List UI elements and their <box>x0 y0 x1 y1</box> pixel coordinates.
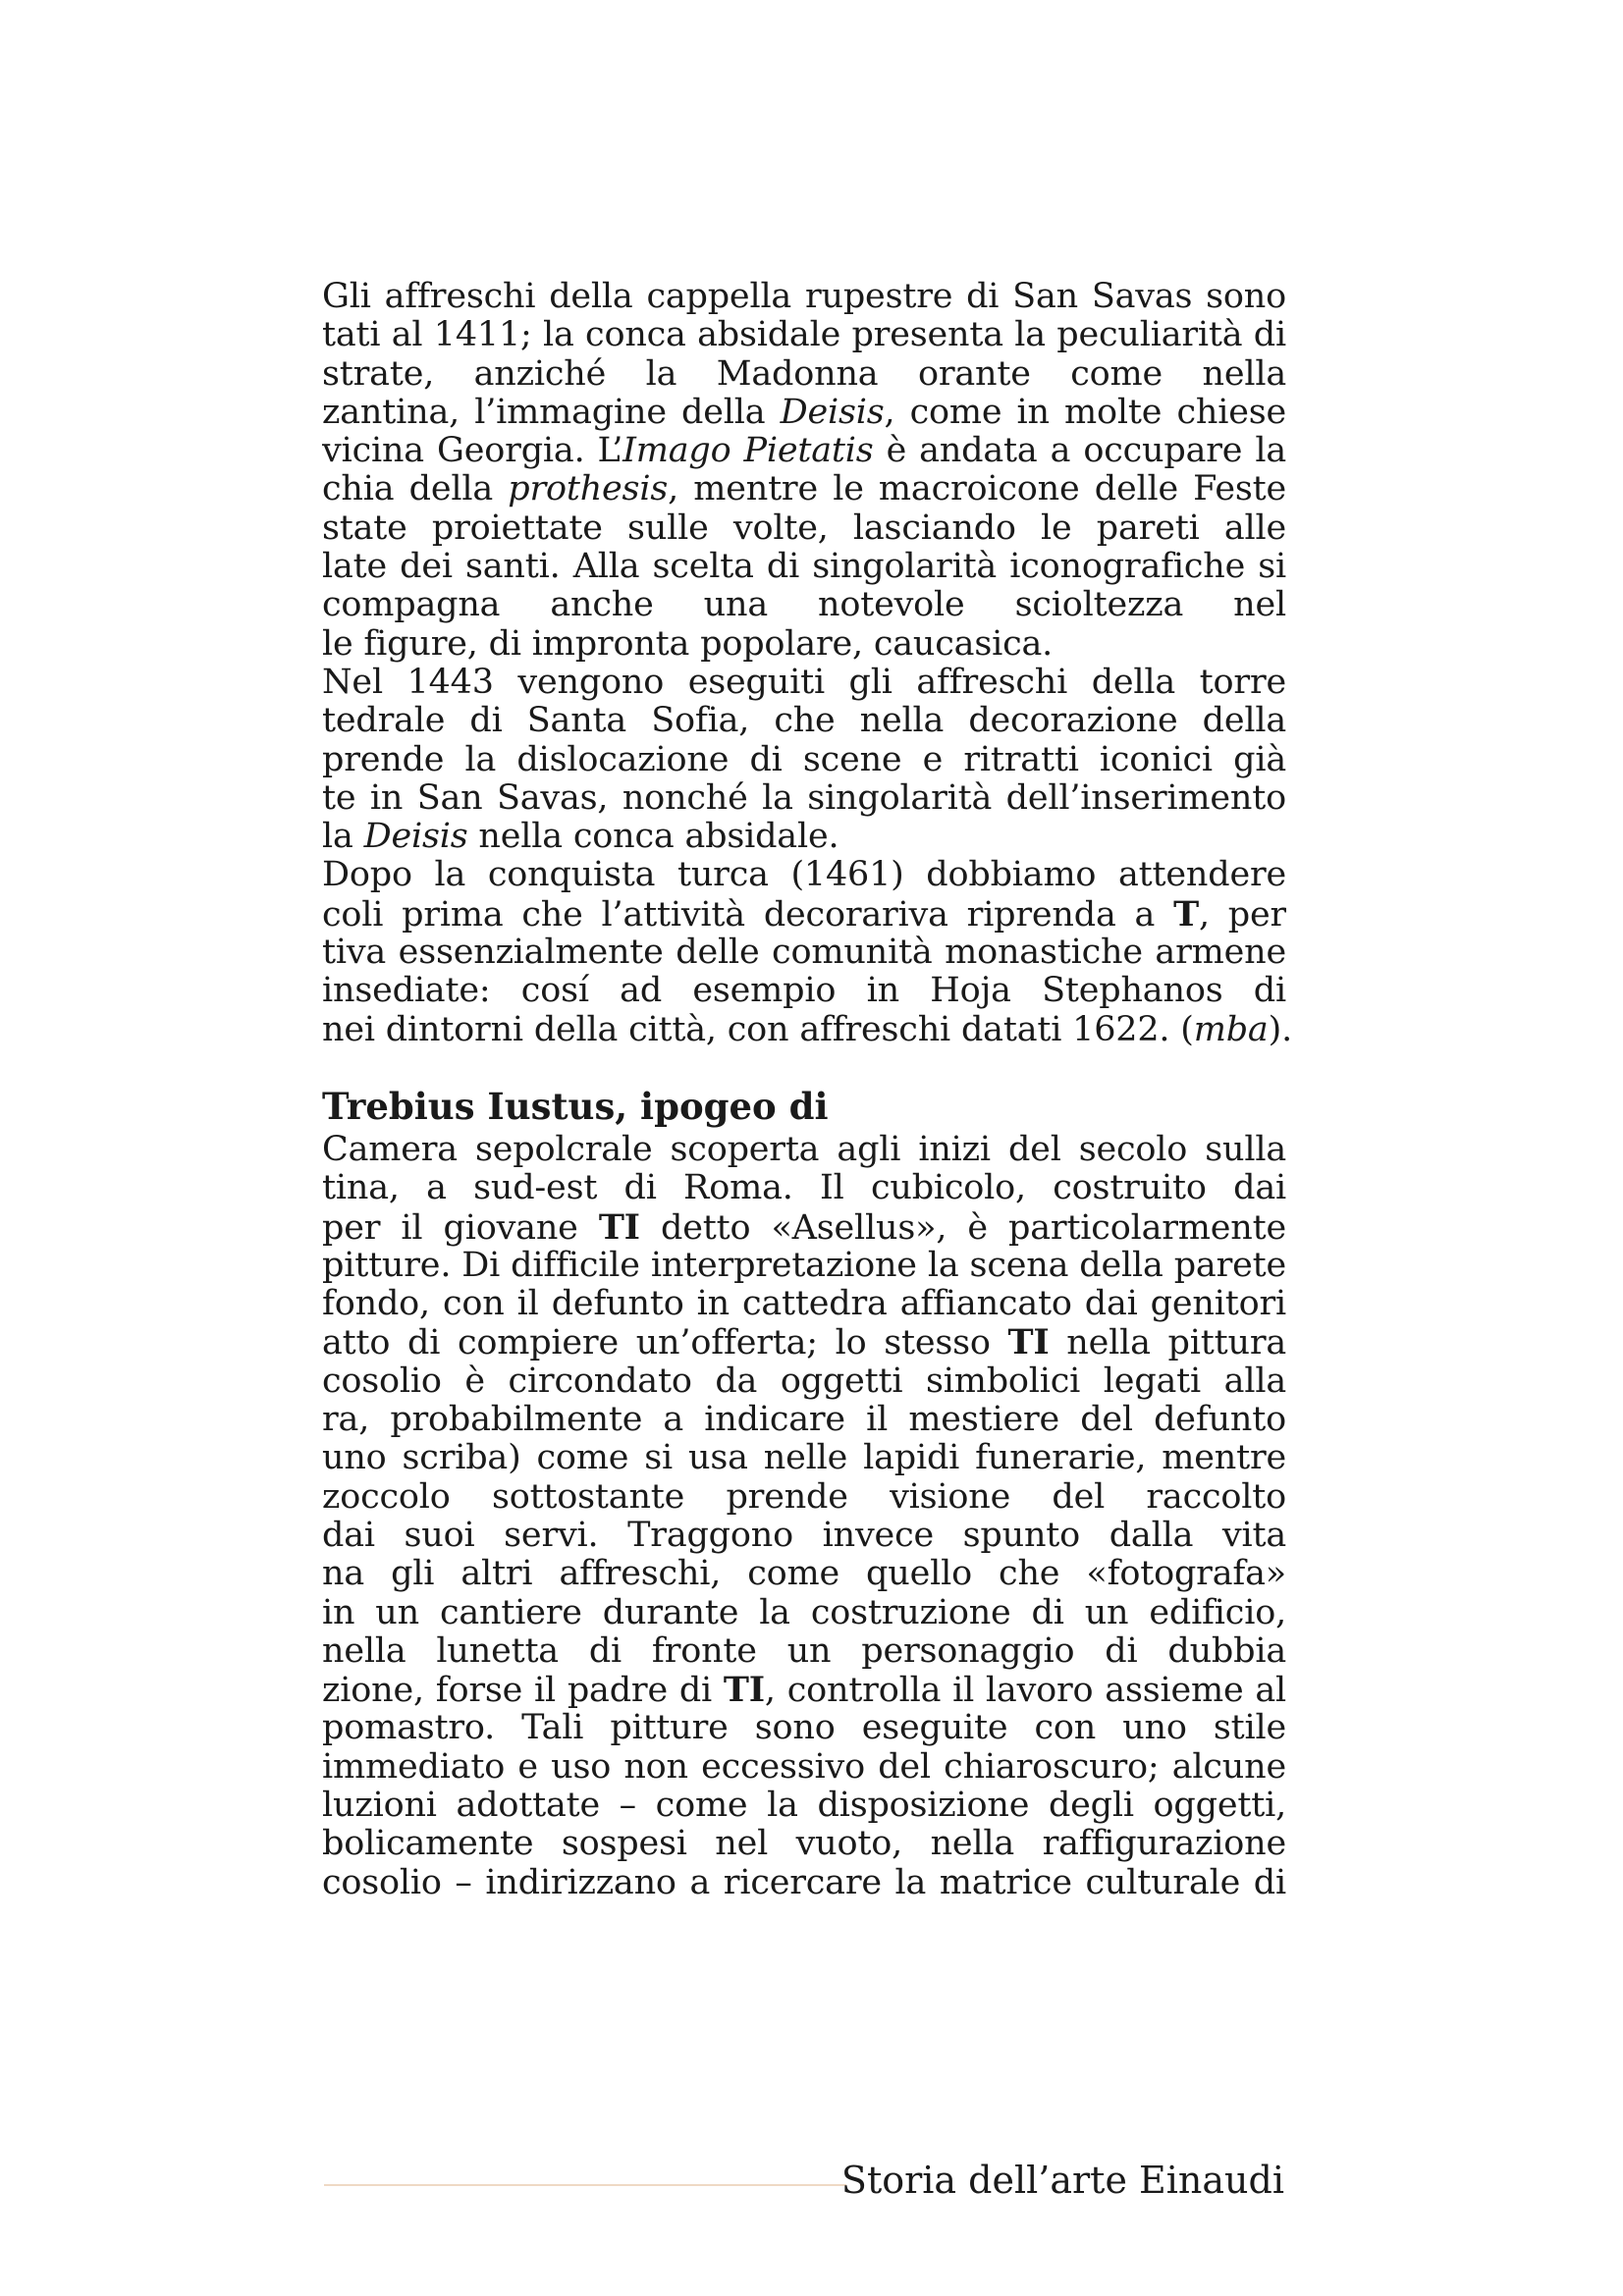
text-line: prende la dislocazione di scene e ritratti iconici già <box>322 740 1286 779</box>
text-line: insediate: cosí ad esempio in Hoja Stephanos di <box>322 972 1286 1011</box>
text-line: tati al 1411; la conca absidale presenta la peculiarità di <box>322 316 1286 355</box>
text-column <box>322 278 1292 1902</box>
text-line: cosolio è circondato da oggetti simbolici legati alla <box>322 1362 1286 1401</box>
text-line: coli prima che l’attività decorariva riprenda a T, per <box>322 894 1286 934</box>
text-line: pitture. Di difficile interpretazione la scena della parete <box>322 1246 1286 1285</box>
text-line: uno scriba) come si usa nelle lapidi funerarie, mentre <box>322 1439 1286 1478</box>
bold-abbrev: TI <box>723 1671 765 1710</box>
text-line: zione, forse il padre di TI, controlla il lavoro assieme al <box>322 1671 1286 1710</box>
paragraph <box>322 856 1292 1049</box>
entry-body <box>322 1131 1286 1902</box>
text-line: Camera sepolcrale scoperta agli inizi del secolo sulla <box>322 1130 1286 1169</box>
paragraph <box>322 664 1286 856</box>
text-line: chia della prothesis, mentre le macroicone delle Feste <box>322 470 1286 509</box>
italic-term: mba <box>1193 1009 1269 1049</box>
italic-term: Deisis <box>780 393 885 432</box>
text-line: na gli altri affreschi, come quello che «fotografa» <box>322 1555 1286 1594</box>
paragraph <box>322 278 1286 664</box>
entry-heading: Trebius Iustus, ipogeo di <box>322 1084 829 1128</box>
italic-term: prothesis <box>508 470 669 509</box>
text-line: luzioni adottate – come la disposizione degli oggetti, <box>322 1786 1286 1825</box>
text-line: Gli affreschi della cappella rupestre di San Savas sono <box>322 278 1286 316</box>
text-line: atto di compiere un’offerta; lo stesso TI nella pittura <box>322 1323 1286 1362</box>
text-line: tina, a sud-est di Roma. Il cubicolo, costruito dai <box>322 1169 1286 1208</box>
text-line: zoccolo sottostante prende visione del raccolto <box>322 1477 1286 1517</box>
text-line: ra, probabilmente a indicare il mestiere del defunto <box>322 1401 1286 1440</box>
text-line: late dei santi. Alla scelta di singolarità iconografiche si <box>322 548 1286 587</box>
text-line: zantina, l’immagine della Deisis, come in molte chiese <box>322 393 1286 432</box>
text-line: compagna anche una notevole scioltezza nel <box>322 586 1286 625</box>
text-line: strate, anziché la Madonna orante come nella <box>322 354 1286 394</box>
italic-term: Imago Pietatis <box>622 432 874 471</box>
footer-title: Storia dell’arte Einaudi <box>840 2159 1284 2202</box>
text-line: le figure, di impronta popolare, caucasica. <box>322 623 1054 664</box>
bold-abbrev: TI <box>598 1207 640 1247</box>
bold-abbrev: T <box>1173 894 1199 934</box>
text-line: tedrale di Santa Sofia, che nella decorazione della <box>322 702 1286 741</box>
footer-rule <box>324 2184 846 2186</box>
text-line: te in San Savas, nonché la singolarità dell’inserimento <box>322 778 1286 818</box>
text-line: Nel 1443 vengono eseguiti gli affreschi della torre <box>322 663 1286 702</box>
italic-term: Deisis <box>363 817 468 857</box>
text-line: nei dintorni della città, con affreschi datati 1622. (mba). <box>322 1009 1292 1049</box>
text-line: state proiettate sulle volte, lasciando le pareti alle <box>322 508 1286 548</box>
text-line: bolicamente sospesi nel vuoto, nella raffigurazione <box>322 1825 1286 1864</box>
text-line: fondo, con il defunto in cattedra affiancato dai genitori <box>322 1285 1286 1324</box>
bold-abbrev: TI <box>1007 1323 1050 1362</box>
text-line: nella lunetta di fronte un personaggio di dubbia <box>322 1631 1286 1671</box>
text-line: in un cantiere durante la costruzione di un edificio, <box>322 1593 1286 1632</box>
intro-paragraphs <box>322 278 1292 1049</box>
text-line: tiva essenzialmente delle comunità monastiche armene <box>322 934 1286 973</box>
text-line: Dopo la conquista turca (1461) dobbiamo attendere <box>322 856 1286 895</box>
text-line: vicina Georgia. L’Imago Pietatis è andata a occupare la <box>322 432 1286 471</box>
text-line: immediato e uso non eccessivo del chiaroscuro; alcune <box>322 1747 1286 1787</box>
text-line: cosolio – indirizzano a ricercare la matrice culturale di <box>322 1863 1286 1902</box>
text-line: dai suoi servi. Traggono invece spunto dalla vita <box>322 1516 1286 1555</box>
text-line: per il giovane TI detto «Asellus», è particolarmente <box>322 1207 1286 1247</box>
text-line: la Deisis nella conca absidale. <box>322 817 839 857</box>
text-line: pomastro. Tali pitture sono eseguite con uno stile <box>322 1709 1286 1748</box>
